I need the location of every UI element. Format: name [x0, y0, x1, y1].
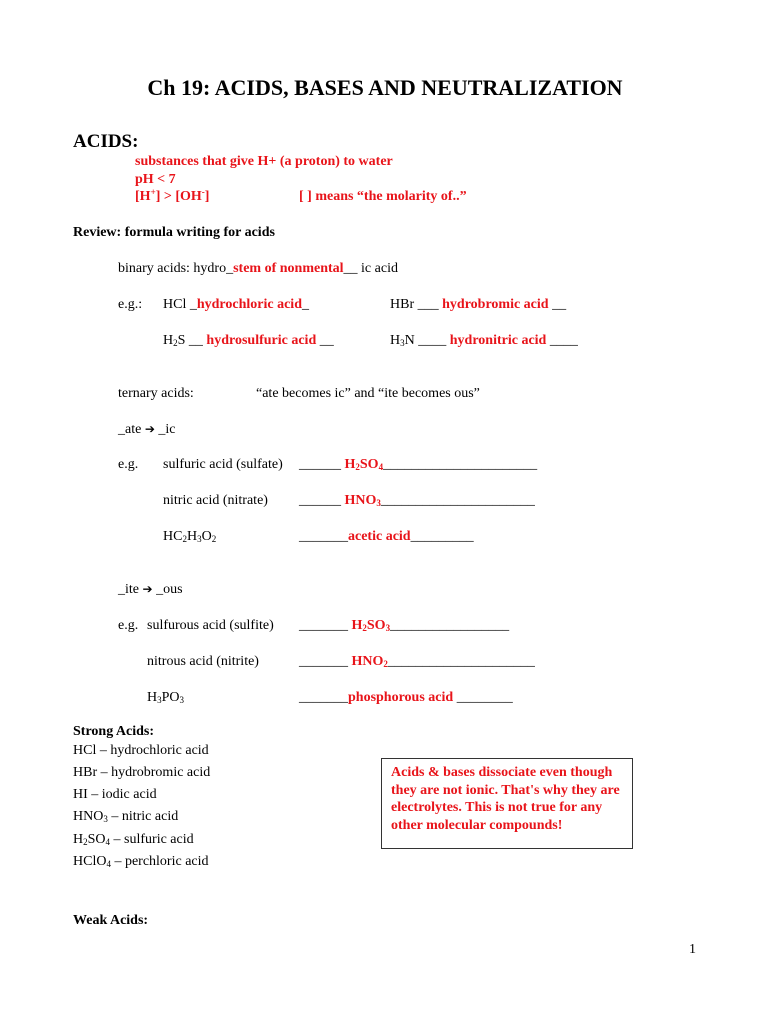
sulfurous-answer: _______ $H_2SO_3\_\_\_\_\_\_\_\_\_\_\_\_\_\_\_\_\_$: [299, 618, 510, 633]
arrow-right-icon: ➔: [142, 582, 153, 596]
strong-acid-item: $HNO_3$ – nitric acid: [73, 809, 179, 824]
acetic-answer: _______acetic acid_________: [299, 529, 474, 544]
dissociation-note-box: Acids & bases dissociate even though they are not ionic. That's why they are electrolytes. This is not true for any other molecular compounds!: [381, 758, 633, 849]
strong-acid-item: HBr – hydrobromic acid: [73, 765, 211, 780]
hcl-example: HCl _hydrochloric acid_: [163, 297, 309, 312]
page-title: Ch 19: ACIDS, BASES AND NEUTRALIZATION: [147, 75, 623, 100]
ternary-eg-label: e.g.: [118, 457, 139, 472]
strong-acid-item: HClO$_4$ – perchloric acid: [73, 854, 209, 869]
page-number: 1: [689, 942, 696, 957]
hbr-example: HBr ___ hydrobromic acid __: [390, 297, 567, 312]
binary-eg-label: e.g.:: [118, 297, 143, 312]
ternary-acids-label: ternary acids:: [118, 386, 194, 401]
phosphorous-answer: _______phosphorous acid ________: [299, 690, 513, 705]
acids-heading: ACIDS:: [73, 131, 139, 152]
nitrous-label: nitrous acid (nitrite): [147, 654, 259, 669]
acid-molarity-comparison: [H+] > [OH-]: [135, 187, 210, 204]
ternary-rule: “ate becomes ic” and “ite becomes ous”: [256, 386, 480, 401]
sulfurous-label: sulfurous acid (sulfite): [147, 618, 274, 633]
strong-acids-heading: Strong Acids:: [73, 724, 155, 739]
h2s-example: $H_2S$ __ hydrosulfuric acid __: [163, 333, 334, 348]
arrow-right-icon: ➔: [144, 422, 155, 436]
binary-acids-rule: binary acids: hydro_stem of nonmental__ ic acid: [118, 261, 398, 276]
h3n-example: $H_3N$ ____ hydronitric acid ____: [390, 333, 578, 348]
weak-acids-heading: Weak Acids:: [73, 913, 149, 928]
strong-acid-item: $H_2SO_4$ – sulfuric acid: [73, 832, 194, 847]
review-heading: Review: formula writing for acids: [73, 225, 275, 240]
acid-ph-line: pH < 7: [135, 172, 176, 187]
acid-definition-line: substances that give H+ (a proton) to water: [135, 154, 393, 169]
nitric-answer: ______ $HNO_3\_\_\_\_\_\_\_\_\_\_\_\_\_\_\_\_\_\_\_\_\_\_$: [299, 493, 535, 508]
ite-rule: _ite ➔ _ous: [118, 582, 183, 597]
nitric-label: nitric acid (nitrate): [163, 493, 268, 508]
ite-eg-label: e.g.: [118, 618, 139, 633]
nitrous-answer: _______ $HNO_2\_\_\_\_\_\_\_\_\_\_\_\_\_\_\_\_\_\_\_\_\_$: [299, 654, 535, 669]
sulfuric-label: sulfuric acid (sulfate): [163, 457, 283, 472]
sulfuric-answer: ______ $H_2SO_4\_\_\_\_\_\_\_\_\_\_\_\_\_\_\_\_\_\_\_\_\_\_$: [299, 457, 538, 472]
ate-rule: _ate ➔ _ic: [118, 422, 176, 437]
strong-acid-item: HI – iodic acid: [73, 787, 157, 802]
acetic-formula: $HC_2H_3O_2$: [163, 529, 217, 544]
h3po3-formula: $H_3PO_3$: [147, 690, 185, 705]
molarity-note: [ ] means “the molarity of..”: [299, 189, 467, 204]
strong-acid-item: HCl – hydrochloric acid: [73, 743, 209, 758]
